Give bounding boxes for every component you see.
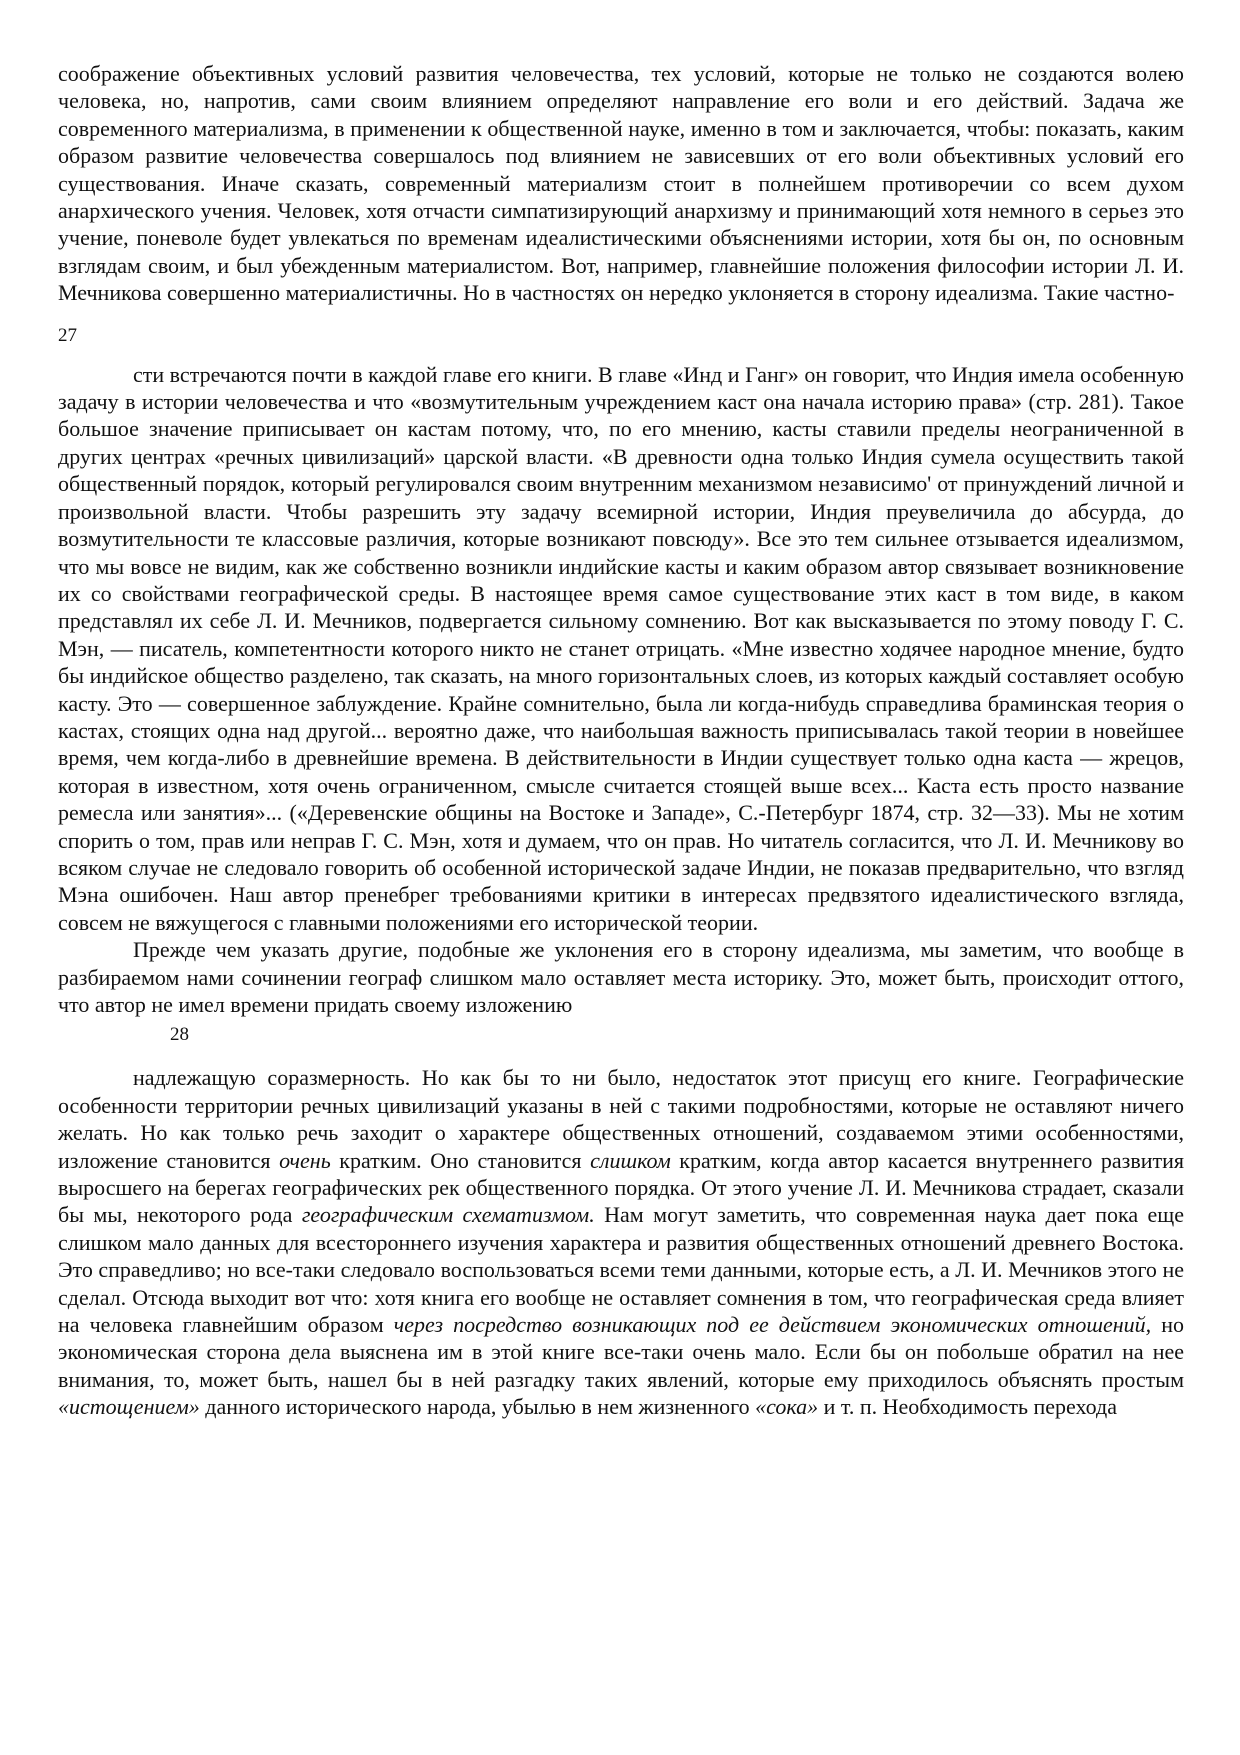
text-run: надлежащую соразмерность. Но как бы то ни было, недостаток этот присущ его книге. Географические особенности территории речных цивилизаций указаны в ней с такими подробностями, которые не оставляют ничего желать. Но как только речь заходит о характере общественных отношений, создаваемом этими особенностями, изложение становится — [58, 1065, 1184, 1173]
document-page — [58, 60, 1184, 1421]
text-run: данного исторического народа, убылью в нем жизненного — [199, 1394, 756, 1420]
italic-run: очень — [279, 1147, 331, 1173]
italic-run: географическим схематизмом. — [301, 1202, 595, 1228]
text-run: и т. п. Необходимость перехода — [818, 1394, 1117, 1420]
italic-run: «истощением» — [58, 1394, 200, 1420]
page-number-28: 28 — [170, 1024, 189, 1046]
paragraph-geographic-schematism — [58, 1064, 1184, 1420]
italic-run: «сока» — [755, 1394, 819, 1420]
text-run: но экономическая сторона дела выяснена им в этой книге все-таки очень мало. Если бы он побольше обратил на нее внимания, то, может быть, нашел бы в ней разгадку таких явлений, которые ему приходилось объяснять простым — [58, 1312, 1184, 1392]
paragraph-india-castes: сти встречаются почти в каждой главе его книги. В главе «Инд и Ганг» он говорит, что Индия имела особенную задачу в истории человечества и что «возмутительным учреждением каст она начала историю права» (стр. 281). Такое большое значение приписывает он кастам потому, что, по его мнению, касты ставили пределы неограниченной в других центрах «речных цивилизаций» царской власти. «В древности одна только Индия сумела осуществить такой общественный порядок, который регулировался своим внутренним механизмом независимо' от принуждений личной и произвольной власти. Чтобы разрешить эту задачу всемирной истории, Индия преувеличила до абсурда, до возмутительности те классовые различия, которые возникают повсюду». Все это тем сильнее отзывается идеализмом, что мы вовсе не видим, как же собственно возникли индийские касты и каким образом автор связывает возникновение их со свойствами географической среды. В настоящее время самое существование этих каст в том виде, в каком представлял их себе Л. И. Мечников, подвергается сильному сомнению. Вот как высказывается по этому поводу Г. С. Мэн, — писатель, компетентности которого никто не станет отрицать. «Мне известно ходячее народное мнение, будто бы индийское общество разделено, так сказать, на много горизонтальных слоев, из которых каждый составляет особую касту. Это — совершенное заблуждение. Крайне сомнительно, была ли когда-нибудь справедлива браминская теория о кастах, стоящих одна над другой... вероятно даже, что наибольшая важность приписывалась такой теории в новейшее время, чем когда-либо в древнейшие времена. В действительности в Индии существует только одна каста — жрецов, которая в известном, хотя очень ограниченном, смысле считается стоящей выше всех... Каста есть просто название ремесла или занятия»... («Деревенские общины на Востоке и Западе», С.-Петербург 1874, стр. 32—33). Мы не хотим спорить о том, прав или неправ Г. С. Мэн, хотя и думаем, что он прав. Но читатель согласится, что Л. И. Мечникову во всяком случае не следовало говорить об особенной исторической задаче Индии, не показав предварительно, что взгляд Мэна ошибочен. Наш автор пренебрег требованиями критики в интересах предвзятого идеалистического взгляда, совсем не вяжущегося с главными положениями его исторической теории. — [58, 361, 1184, 935]
text-run: Нам могут заметить, что современная наука дает пока еще слишком мало данных для всестороннего изучения характера и развития общественных отношений древнего Востока. Это справедливо; но все-таки следовало воспользоваться всеми теми данными, которые есть, а Л. И. Мечников этого не сделал. Отсюда выходит вот что: хотя книга его вообще не оставляет сомнения в том, что географическая среда влияет на человека главнейшим образом — [58, 1202, 1184, 1338]
text-run: кратким, когда автор касается внутреннего развития выросшего на берегах географических рек общественного порядка. От этого учение Л. И. Мечникова страдает, сказали бы мы, некоторого рода — [58, 1147, 1184, 1228]
page-number-27: 27 — [58, 324, 77, 346]
paragraph-geographer-historian: Прежде чем указать другие, подобные же уклонения его в сторону идеализма, мы заметим, что вообще в разбираемом нами сочинении географ слишком мало оставляет места историку. Это, может быть, происходит оттого, что автор не имел времени придать своему изложению — [58, 937, 1184, 1017]
italic-run: через посредство возникающих под ее действием экономических отношений, — [393, 1312, 1152, 1338]
text-run: кратким. Оно становится — [330, 1147, 591, 1173]
paragraph-page27-continuation: соображение объективных условий развития человечества, тех условий, которые не только не создаются волею человека, но, напротив, сами своим влиянием определяют направление его воли и его действий. Задача же современного материализма, в применении к общественной науке, именно в том и заключается, чтобы: показать, каким образом развитие человечества совершалось под влиянием не зависевших от его воли объективных условий его существования. Иначе сказать, современный материализм стоит в полнейшем противоречии со всем духом анархического учения. Человек, хотя отчасти симпатизирующий анархизму и принимающий хотя немного в серьез это учение, поневоле будет увлекаться по временам идеалистическими объяснениями истории, хотя бы он, по основным взглядам своим, и был убежденным материалистом. Вот, например, главнейшие положения философии истории Л. И. Мечникова совершенно материалистичны. Но в частностях он нередко уклоняется в сторону идеализма. Такие частно- — [58, 61, 1184, 306]
italic-run: слишком — [590, 1147, 671, 1173]
